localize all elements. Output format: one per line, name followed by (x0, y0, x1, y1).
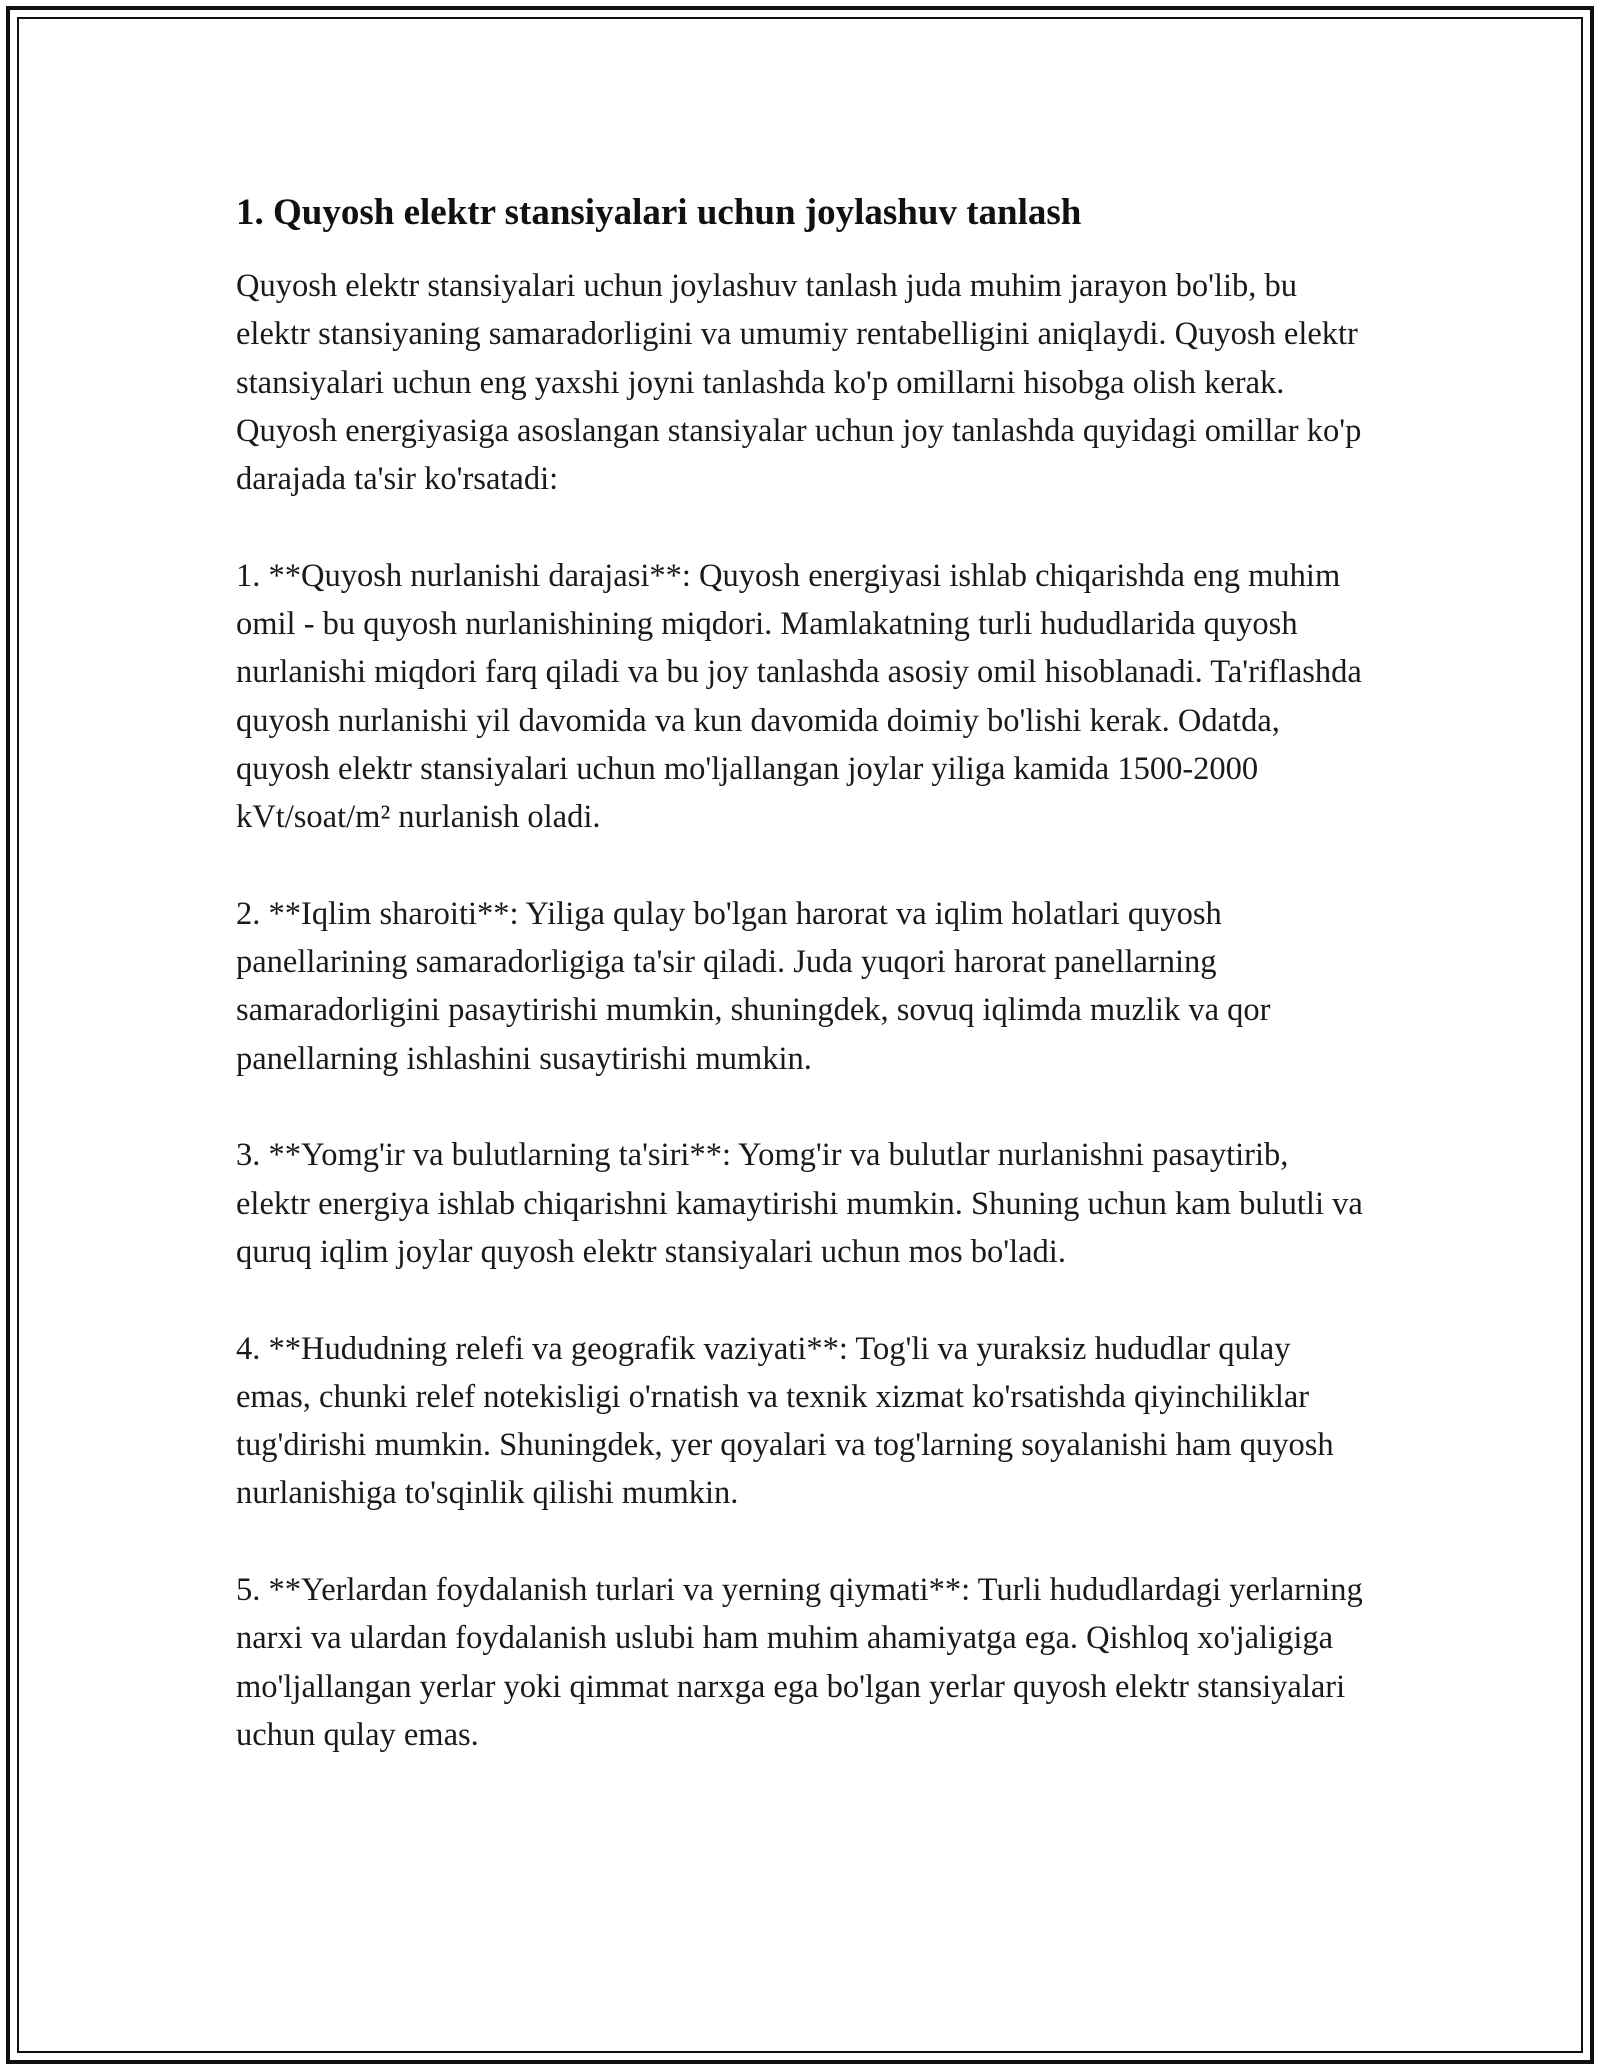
factor-paragraph-1: 1. **Quyosh nurlanishi darajasi**: Quyosh energiyasi ishlab chiqarishda eng muhim omil - bu quyosh nurlanishining miqdori. Mamlakatning turli hududlarida quyosh nurlanishi miqdori farq qiladi va bu joy tanlashda asosiy omil hisoblanadi. Ta'riflashda quyosh nurlanishi yil davomida va kun davomida doimiy bo'lishi kerak. Odatda, quyosh elektr stansiyalari uchun mo'ljallangan joylar yiliga kamida 1500-2000 kVt/soat/m² nurlanish oladi. (236, 557, 1362, 836)
factor-paragraph-5: 5. **Yerlardan foydalanish turlari va yerning qiymati**: Turli hududlardagi yerlarning narxi va ulardan foydalanish uslubi ham muhim ahamiyatga ega. Qishloq xo'jaligiga mo'ljallangan yerlar yoki qimmat narxga ega bo'lgan yerlar quyosh elektr stansiyalari uchun qulay emas. (236, 1572, 1363, 1753)
intro-paragraph: Quyosh elektr stansiyalari uchun joylashuv tanlash juda muhim jarayon bo'lib, bu elektr stansiyaning samaradorligini va umumiy rentabelligini aniqlaydi. Quyosh elektr stansiyalari uchun eng yaxshi joyni tanlashda ko'p omillarni hisobga olish kerak. Quyosh energiyasiga asoslangan stansiyalar uchun joy tanlashda quyidagi omillar ko'p darajada ta'sir ko'rsatadi: (236, 268, 1362, 498)
document-title: 1. Quyosh elektr stansiyalari uchun joylashuv tanlash (236, 192, 1082, 233)
factor-paragraph-2: 2. **Iqlim sharoiti**: Yiliga qulay bo'lgan harorat va iqlim holatlari quyosh panellarining samaradorligiga ta'sir qiladi. Juda yuqori harorat panellarning samaradorligini pasaytirishi mumkin, shuningdek, sovuq iqlimda muzlik va qor panellarning ishlashini susaytirishi mumkin. (236, 895, 1271, 1077)
factor-paragraph-4: 4. **Hududning relefi va geografik vaziyati**: Tog'li va yuraksiz hududlar qulay emas, chunki relef notekisligi o'rnatish va texnik xizmat ko'rsatishda qiyinchiliklar tug'dirishi mumkin. Shuningdek, yer qoyalari va tog'larning soyalanishi ham quyosh nurlanishiga to'sqinlik qilishi mumkin. (236, 1330, 1334, 1512)
document-body (236, 186, 1366, 1759)
factor-paragraph-3: 3. **Yomg'ir va bulutlarning ta'siri**: Yomg'ir va bulutlar nurlanishni pasaytirib, elektr energiya ishlab chiqarishni kamaytirishi mumkin. Shuning uchun kam bulutli va quruq iqlim joylar quyosh elektr stansiyalari uchun mos bo'ladi. (236, 1137, 1363, 1270)
